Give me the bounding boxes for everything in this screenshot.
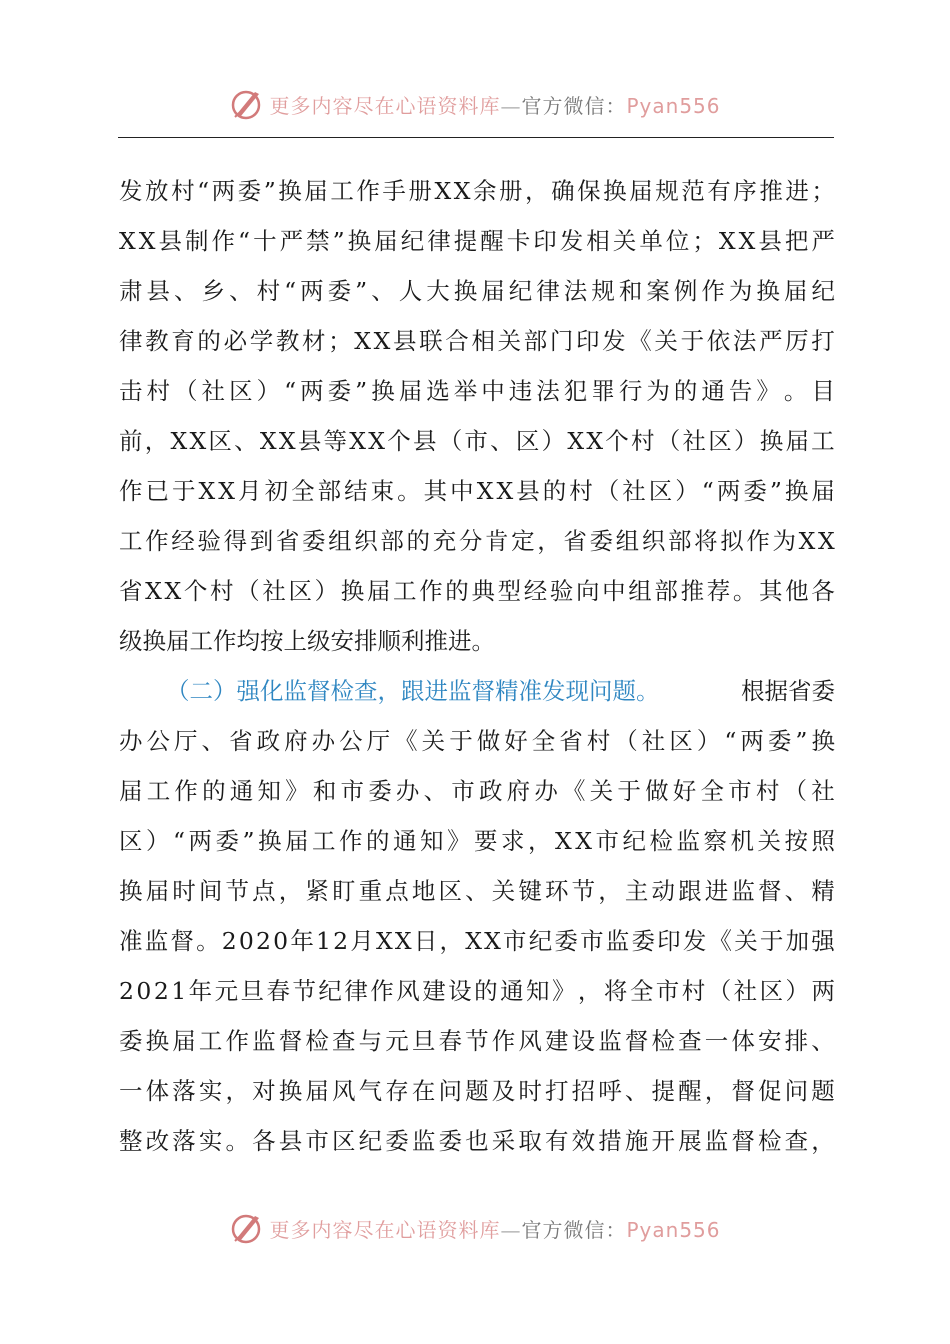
text-line: 律 教 育 的 必 学 教 材 ； X X 县 联 合 相 关 部 门 印 发 《 关 于 依 法 严 厉 打 xyxy=(119,327,835,355)
quill-logo-icon xyxy=(229,1210,265,1246)
text-line: 换 届 时 间 节 点 ， 紧 盯 重 点 地 区 、 关 键 环 节 ， 主 动 跟 进 监 督 、 精 xyxy=(119,877,835,905)
watermark-separator: — xyxy=(500,93,522,118)
text-line: 届 工 作 的 通 知 》 和 市 委 办 、 市 政 府 办 《 关 于 做 好 全 市 村 （ 社 xyxy=(119,777,835,805)
section-heading: （二）强化监督检查，跟进监督精准发现问题。 xyxy=(166,677,660,705)
header-watermark xyxy=(0,84,950,124)
watermark-text xyxy=(269,90,720,119)
text-line: 肃 县 、 乡 、 村 “ 两 委 ” 、 人 大 换 届 纪 律 法 规 和 案 例 作 为 换 届 纪 xyxy=(119,277,835,305)
text-line: 一 体 落 实 ， 对 换 届 风 气 存 在 问 题 及 时 打 招 呼 、 提 醒 ， 督 促 问 题 xyxy=(119,1077,835,1105)
text-line: 整 改 落 实 。 各 县 市 区 纪 委 监 委 也 采 取 有 效 措 施 开 展 监 督 检 查 ， xyxy=(119,1127,835,1155)
text-line: 办 公 厅 、 省 政 府 办 公 厅 《 关 于 做 好 全 省 村 （ 社 区 ） “ 两 委 ” 换 xyxy=(119,727,835,755)
text-line: 级换届工作均按上级安排顺利推进。 xyxy=(119,627,495,655)
watermark-text xyxy=(269,1214,720,1243)
text-line: 委 换 届 工 作 监 督 检 查 与 元 旦 春 节 作 风 建 设 监 督 检 查 一 体 安 排 、 xyxy=(119,1027,835,1055)
text-line: 区 ） “ 两 委 ” 换 届 工 作 的 通 知 》 要 求 ， X X 市 纪 检 监 察 机 关 按 照 xyxy=(119,827,835,855)
watermark-brand: 更多内容尽在心语资料库 xyxy=(269,93,501,118)
watermark-wechat-label: 官方微信： xyxy=(521,93,627,118)
section-first-line xyxy=(119,666,835,716)
text-line: 准 监 督 。 2 0 2 0 年 1 2 月 X X 日 ， X X 市 纪 委 市 监 委 印 发 《 关 于 加 强 xyxy=(119,927,835,955)
text-line: 前 ， X X 区 、 X X 县 等 X X 个 县 （ 市 、 区 ） X X 个 村 （ 社 区 ） 换 届 工 xyxy=(119,427,835,455)
quill-logo-icon xyxy=(229,86,265,122)
watermark-separator: — xyxy=(500,1217,522,1242)
text-line: 发 放 村 “ 两 委 ” 换 届 工 作 手 册 X X 余 册 ， 确 保 换 届 规 范 有 序 推 进 ； xyxy=(119,177,835,205)
footer-watermark xyxy=(0,1208,950,1248)
watermark-wechat-label: 官方微信： xyxy=(521,1217,627,1242)
document-body xyxy=(119,166,835,1166)
text-line: 2 0 2 1 年 元 旦 春 节 纪 律 作 风 建 设 的 通 知 》 ， 将 全 市 村 （ 社 区 ） 两 xyxy=(119,977,835,1005)
header-divider xyxy=(118,137,834,138)
watermark-wechat-id: Pyan556 xyxy=(626,1217,721,1242)
text-line: 击 村 （ 社 区 ） “ 两 委 ” 换 届 选 举 中 违 法 犯 罪 行 为 的 通 告 》 。 目 xyxy=(119,377,835,405)
watermark-brand: 更多内容尽在心语资料库 xyxy=(269,1217,501,1242)
text-line: 工 作 经 验 得 到 省 委 组 织 部 的 充 分 肯 定 ， 省 委 组 织 部 将 拟 作 为 X X xyxy=(119,527,835,555)
section-lead-text: 根据省委 xyxy=(741,677,835,705)
text-line: 省 X X 个 村 （ 社 区 ） 换 届 工 作 的 典 型 经 验 向 中 组 部 推 荐 。 其 他 各 xyxy=(119,577,835,605)
watermark-wechat-id: Pyan556 xyxy=(626,93,721,118)
text-line: 作 已 于 X X 月 初 全 部 结 束 。 其 中 X X 县 的 村 （ 社 区 ） “ 两 委 ” 换 届 xyxy=(119,477,835,505)
text-line: X X 县 制 作 “ 十 严 禁 ” 换 届 纪 律 提 醒 卡 印 发 相 关 单 位 ； X X 县 把 严 xyxy=(119,227,835,255)
